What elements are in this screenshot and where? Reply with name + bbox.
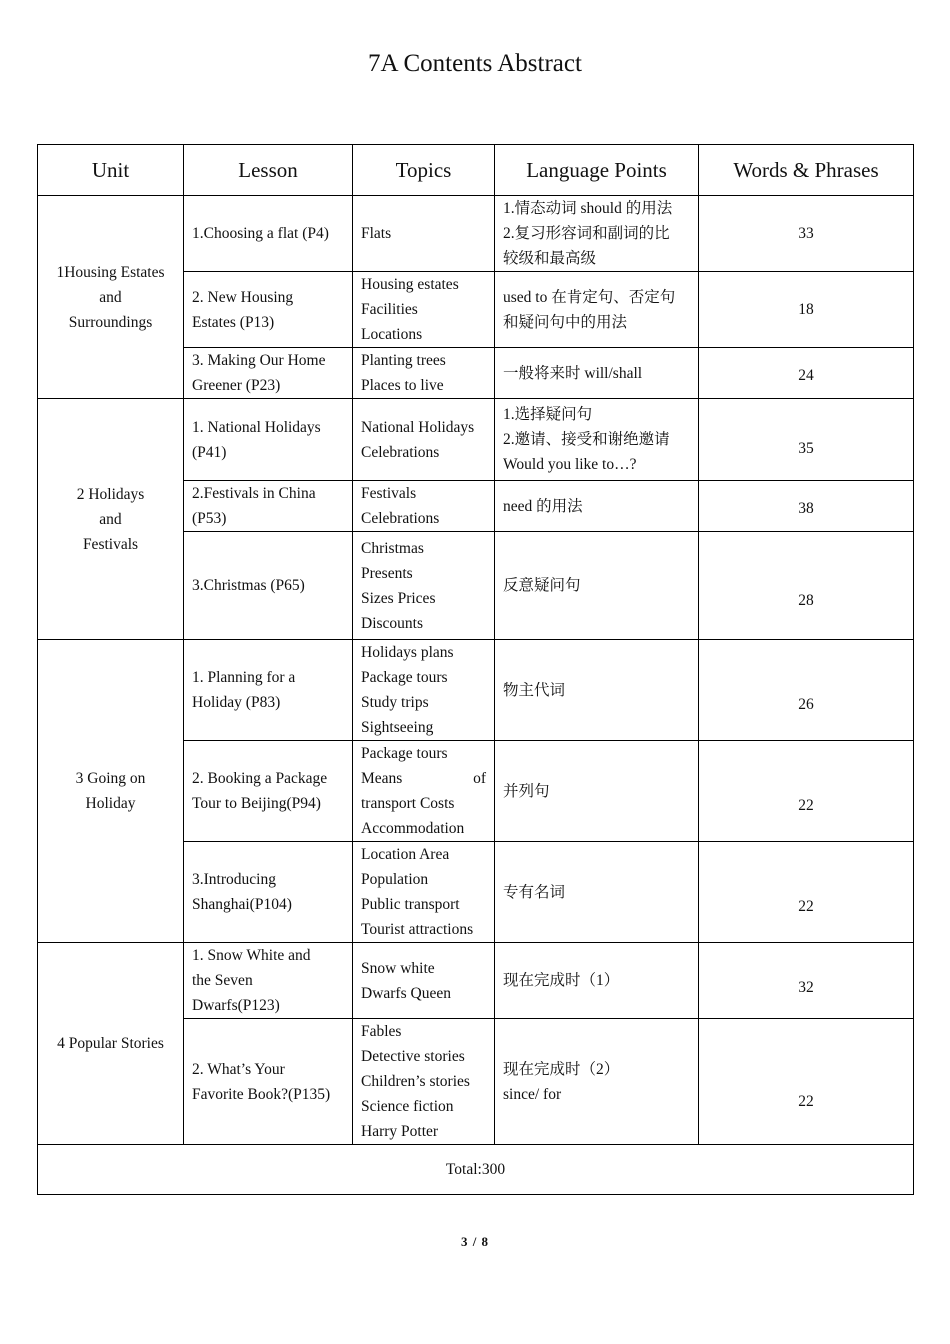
language-line: 1.选择疑问句: [503, 406, 593, 423]
unit-name-line: Surroundings: [68, 313, 153, 331]
lesson-line: 3.Introducing: [192, 871, 276, 888]
lesson-cell: [184, 532, 353, 640]
document-title: 7A Contents Abstract: [368, 50, 582, 77]
topic-line: Study trips: [361, 694, 429, 711]
lesson-line: 2. What’s Your: [192, 1060, 285, 1078]
header-unit: Unit: [38, 145, 184, 196]
topic-line: National Holidays: [361, 418, 475, 436]
lesson-line: Dwarfs(P123): [192, 997, 280, 1014]
language-line: 现在完成时（1）: [503, 972, 620, 989]
topic-line: Celebrations: [361, 443, 440, 461]
language-line: 专有名词: [503, 883, 566, 901]
total-cell: Total:300: [38, 1145, 914, 1195]
lesson-cell: [184, 399, 353, 481]
lesson-line: Tour to Beijing(P94): [192, 795, 321, 812]
topic-line: Holidays plans: [361, 644, 454, 661]
words-count-cell: 24: [699, 348, 914, 399]
lesson-cell: [184, 272, 353, 348]
topics-cell: [353, 640, 495, 741]
topic-line: Fables: [361, 1023, 402, 1040]
lesson-line: (P41): [192, 443, 227, 461]
lesson-cell: [184, 481, 353, 532]
lesson-cell: [184, 196, 353, 272]
lesson-line: 1.Choosing a flat (P4): [192, 225, 329, 242]
topic-line: transport Costs: [361, 795, 455, 812]
lesson-cell: [184, 842, 353, 943]
topic-line: Discounts: [361, 614, 423, 632]
topic-line: Sizes Prices: [361, 589, 436, 607]
topic-line: Harry Potter: [361, 1123, 439, 1140]
lesson-line: Greener (P23): [192, 377, 281, 394]
topic-line: Planting trees: [361, 352, 446, 369]
lesson-line: (P53): [192, 510, 227, 527]
topic-line: Locations: [361, 326, 423, 343]
lesson-cell: [184, 348, 353, 399]
lesson-line: 3.Christmas (P65): [192, 577, 305, 594]
table-row: [38, 640, 914, 741]
topics-cell: [353, 196, 495, 272]
lesson-line: the Seven: [192, 972, 253, 989]
lesson-line: 1. National Holidays: [192, 418, 321, 436]
unit-cell: [38, 640, 184, 943]
topics-cell: [353, 842, 495, 943]
language-points-cell: [495, 842, 699, 943]
language-points-cell: [495, 741, 699, 842]
language-points-cell: [495, 640, 699, 741]
language-points-cell: [495, 1019, 699, 1145]
language-line: 较级和最高级: [503, 250, 597, 267]
topic-line: Children’s stories: [361, 1073, 470, 1090]
unit-name-line: 4 Popular Stories: [57, 1035, 164, 1052]
language-points-cell: [495, 481, 699, 532]
unit-cell: [38, 943, 184, 1145]
topics-cell: [353, 348, 495, 399]
lesson-line: Shanghai(P104): [192, 896, 292, 913]
unit-name-line: 1Housing Estates: [56, 263, 165, 281]
language-points-cell: [495, 532, 699, 640]
lesson-cell: [184, 741, 353, 842]
topic-line: Tourist attractions: [361, 921, 474, 938]
topic-word: Means: [361, 770, 403, 787]
language-line: 1.情态动词 should 的用法: [503, 200, 673, 217]
topic-line: Flats: [361, 225, 392, 242]
words-count-cell: 38: [699, 481, 914, 532]
topic-line: Celebrations: [361, 510, 440, 527]
words-count-cell: 33: [699, 196, 914, 272]
topic-line: Population: [361, 871, 429, 888]
language-line: 和疑问句中的用法: [503, 313, 628, 331]
unit-cell: [38, 196, 184, 399]
total-row: [38, 1145, 914, 1195]
topic-line: Dwarfs Queen: [361, 984, 451, 1002]
unit-name-line: Festivals: [82, 535, 139, 553]
unit-name-line: and: [99, 288, 122, 306]
language-line: 一般将来时 will/shall: [503, 364, 643, 382]
lesson-cell: [184, 640, 353, 741]
header-lesson: Lesson: [184, 145, 353, 196]
header-language-points: Language Points: [495, 145, 699, 196]
language-points-cell: [495, 272, 699, 348]
topics-cell: [353, 741, 495, 842]
topics-cell: [353, 532, 495, 640]
language-line: 物主代词: [503, 681, 566, 699]
lesson-cell: [184, 1019, 353, 1145]
lesson-line: Estates (P13): [192, 313, 275, 331]
topic-line: Christmas: [361, 539, 424, 557]
lesson-line: 1. Planning for a: [192, 669, 296, 686]
words-count-cell: 22: [699, 741, 914, 842]
topic-line: Snow white: [361, 959, 435, 977]
topic-line: Package tours: [361, 669, 448, 686]
topic-line: Package tours: [361, 745, 448, 762]
topic-line: Presents: [361, 564, 413, 582]
table-header-row: [38, 145, 914, 196]
contents-table: [37, 144, 914, 1195]
lesson-cell: [184, 943, 353, 1019]
lesson-line: 2. Booking a Package: [192, 770, 328, 787]
topic-line: Accommodation: [361, 820, 465, 837]
topics-cell: [353, 943, 495, 1019]
topic-line: Location Area: [361, 846, 450, 863]
language-line: need 的用法: [503, 497, 583, 515]
topic-line: Public transport: [361, 896, 460, 913]
language-line: 2.邀请、接受和谢绝邀请: [503, 431, 670, 448]
language-points-cell: [495, 943, 699, 1019]
language-line: 反意疑问句: [503, 577, 581, 594]
table-row: [38, 399, 914, 481]
words-count-cell: 22: [699, 842, 914, 943]
unit-name-line: Holiday: [85, 795, 136, 812]
unit-name-line: and: [99, 510, 122, 528]
unit-cell: [38, 399, 184, 640]
header-topics: Topics: [353, 145, 495, 196]
topics-cell: [353, 1019, 495, 1145]
language-line: since/ for: [503, 1085, 562, 1103]
topic-line: [361, 766, 486, 791]
topic-line: Places to live: [361, 377, 444, 394]
topics-cell: [353, 272, 495, 348]
lesson-line: Favorite Book?(P135): [192, 1085, 331, 1103]
page-number: 3 / 8: [460, 1234, 490, 1249]
lesson-line: 2.Festivals in China: [192, 485, 316, 502]
language-line: used to 在肯定句、否定句: [503, 288, 676, 306]
table-row: [38, 943, 914, 1019]
language-line: Would you like to…?: [503, 456, 637, 473]
lesson-line: 1. Snow White and: [192, 947, 311, 964]
lesson-line: 3. Making Our Home: [192, 352, 326, 369]
lesson-line: Holiday (P83): [192, 694, 281, 711]
words-count-cell: 32: [699, 943, 914, 1019]
words-count-cell: 22: [699, 1019, 914, 1145]
topics-cell: [353, 481, 495, 532]
topic-line: Facilities: [361, 301, 418, 318]
table-row: [38, 196, 914, 272]
words-count-cell: 28: [699, 532, 914, 640]
language-line: 现在完成时（2）: [503, 1060, 620, 1078]
language-points-cell: [495, 196, 699, 272]
topic-line: Housing estates: [361, 276, 459, 293]
topic-line: Detective stories: [361, 1048, 465, 1065]
words-count-cell: 26: [699, 640, 914, 741]
language-line: 并列句: [503, 782, 550, 800]
header-words-phrases: Words & Phrases: [699, 145, 914, 196]
unit-name-line: 2 Holidays: [76, 485, 145, 503]
unit-name-line: 3 Going on: [75, 770, 146, 787]
topics-cell: [353, 399, 495, 481]
words-count-cell: 35: [699, 399, 914, 481]
topic-word: of: [473, 770, 486, 787]
lesson-line: 2. New Housing: [192, 288, 294, 306]
language-points-cell: [495, 348, 699, 399]
language-line: 2.复习形容词和副词的比: [503, 225, 670, 242]
topic-line: Festivals: [361, 485, 417, 502]
words-count-cell: 18: [699, 272, 914, 348]
language-points-cell: [495, 399, 699, 481]
topic-line: Sightseeing: [361, 719, 434, 736]
topic-line: Science fiction: [361, 1098, 454, 1115]
